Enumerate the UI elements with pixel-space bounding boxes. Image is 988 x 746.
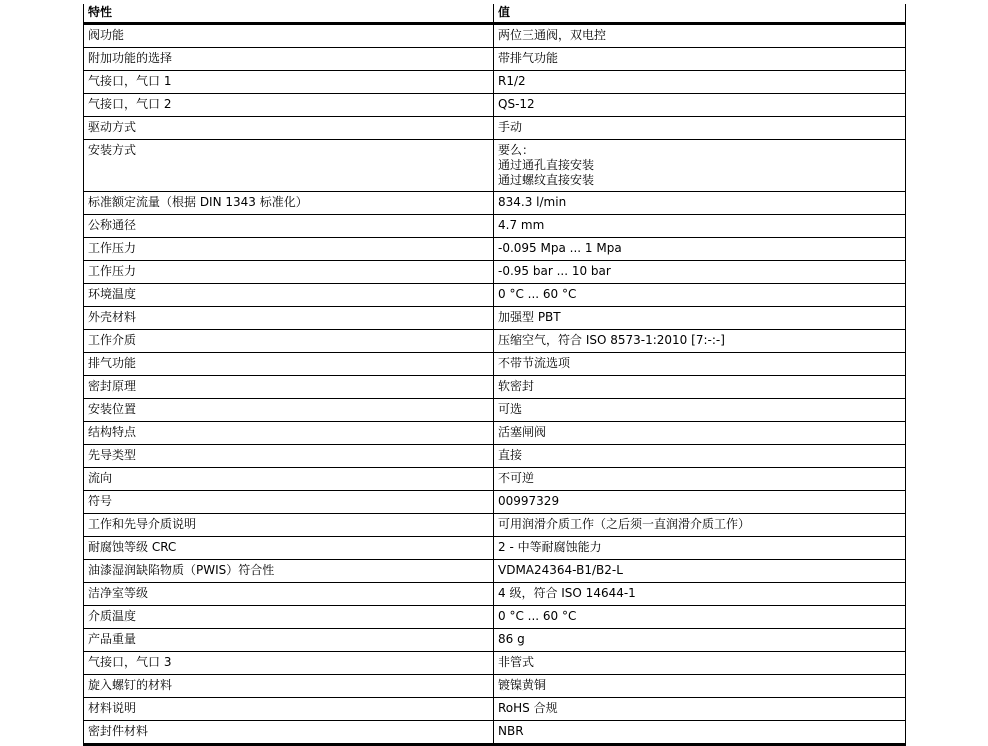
value-cell (494, 537, 906, 560)
value-line: 834.3 l/min (498, 195, 567, 209)
table-row (84, 629, 906, 652)
header-property: 特性 (84, 4, 494, 24)
value-cell (494, 94, 906, 117)
value-line: 不带节流选项 (498, 356, 571, 370)
table-row (84, 491, 906, 514)
value-cell (494, 215, 906, 238)
property-cell: 安装方式 (84, 140, 494, 192)
property-cell: 介质温度 (84, 606, 494, 629)
property-cell: 洁净室等级 (84, 583, 494, 606)
value-line: 可选 (498, 402, 523, 416)
spec-table (83, 4, 906, 746)
value-cell (494, 117, 906, 140)
property-cell: 附加功能的选择 (84, 48, 494, 71)
value-cell (494, 71, 906, 94)
table-row (84, 71, 906, 94)
property-cell: 气接口，气口 3 (84, 652, 494, 675)
property-cell: 符号 (84, 491, 494, 514)
table-row (84, 514, 906, 537)
table-row (84, 24, 906, 48)
property-cell: 阀功能 (84, 24, 494, 48)
table-row (84, 445, 906, 468)
property-cell: 工作和先导介质说明 (84, 514, 494, 537)
table-row (84, 238, 906, 261)
value-line: 86 g (498, 632, 525, 646)
table-row (84, 94, 906, 117)
table-row (84, 284, 906, 307)
property-cell: 驱动方式 (84, 117, 494, 140)
value-cell (494, 468, 906, 491)
value-line: -0.095 Mpa ... 1 Mpa (498, 241, 622, 255)
table-row (84, 117, 906, 140)
value-line: VDMA24364-B1/B2-L (498, 563, 623, 577)
property-cell: 油漆湿润缺陷物质（PWIS）符合性 (84, 560, 494, 583)
table-row (84, 399, 906, 422)
property-cell: 工作压力 (84, 261, 494, 284)
value-line: NBR (498, 724, 524, 738)
table-row (84, 376, 906, 399)
value-cell (494, 238, 906, 261)
table-row (84, 422, 906, 445)
table-row (84, 468, 906, 491)
table-row (84, 307, 906, 330)
value-cell (494, 675, 906, 698)
value-line: RoHS 合规 (498, 701, 558, 715)
value-cell (494, 514, 906, 537)
value-cell (494, 353, 906, 376)
value-cell (494, 652, 906, 675)
value-cell (494, 330, 906, 353)
value-cell (494, 606, 906, 629)
value-line: 软密封 (498, 379, 535, 393)
value-cell (494, 48, 906, 71)
header-row (84, 4, 906, 24)
table-header (84, 4, 906, 24)
property-cell: 排气功能 (84, 353, 494, 376)
property-cell: 密封件材料 (84, 721, 494, 745)
value-cell (494, 629, 906, 652)
table-row (84, 140, 906, 192)
value-line: 通过螺纹直接安装 (498, 173, 595, 187)
property-cell: 气接口，气口 1 (84, 71, 494, 94)
value-line: 带排气功能 (498, 51, 559, 65)
value-cell (494, 284, 906, 307)
property-cell: 公称通径 (84, 215, 494, 238)
table-row (84, 675, 906, 698)
value-line: 手动 (498, 120, 523, 134)
header-value: 值 (494, 4, 906, 24)
table-row (84, 606, 906, 629)
table-row (84, 698, 906, 721)
table-row (84, 192, 906, 215)
property-cell: 先导类型 (84, 445, 494, 468)
property-cell: 气接口，气口 2 (84, 94, 494, 117)
value-line: R1/2 (498, 74, 526, 88)
table-row (84, 330, 906, 353)
value-line: 非管式 (498, 655, 535, 669)
value-line: 通过通孔直接安装 (498, 158, 595, 172)
value-line: 要么： (498, 143, 535, 157)
value-cell (494, 560, 906, 583)
value-line: 活塞闸阀 (498, 425, 547, 439)
value-line: 可用润滑介质工作（之后须一直润滑介质工作） (498, 517, 751, 531)
value-cell (494, 307, 906, 330)
property-cell: 工作压力 (84, 238, 494, 261)
value-cell (494, 721, 906, 745)
value-line: 压缩空气，符合 ISO 8573-1:2010 [7:-:-] (498, 333, 725, 347)
value-line: 0 °C ... 60 °C (498, 287, 577, 301)
value-cell (494, 491, 906, 514)
value-cell (494, 24, 906, 48)
value-cell (494, 698, 906, 721)
property-cell: 耐腐蚀等级 CRC (84, 537, 494, 560)
value-cell (494, 376, 906, 399)
value-cell (494, 261, 906, 284)
value-line: 直接 (498, 448, 523, 462)
value-line: 2 - 中等耐腐蚀能力 (498, 540, 602, 554)
table-row (84, 721, 906, 745)
property-cell: 流向 (84, 468, 494, 491)
property-cell: 安装位置 (84, 399, 494, 422)
value-cell (494, 399, 906, 422)
value-line: 加强型 PBT (498, 310, 561, 324)
property-cell: 工作介质 (84, 330, 494, 353)
table-row (84, 652, 906, 675)
value-line: 不可逆 (498, 471, 535, 485)
value-cell (494, 140, 906, 192)
value-line: 4.7 mm (498, 218, 545, 232)
value-cell (494, 445, 906, 468)
value-line: 镀镍黄铜 (498, 678, 547, 692)
property-cell: 产品重量 (84, 629, 494, 652)
value-cell (494, 583, 906, 606)
value-cell (494, 422, 906, 445)
property-cell: 环境温度 (84, 284, 494, 307)
table-row (84, 560, 906, 583)
property-cell: 材料说明 (84, 698, 494, 721)
value-line: 00997329 (498, 494, 560, 508)
value-line: QS-12 (498, 97, 535, 111)
value-line: 0 °C ... 60 °C (498, 609, 577, 623)
table-row (84, 537, 906, 560)
property-cell: 外壳材料 (84, 307, 494, 330)
property-cell: 结构特点 (84, 422, 494, 445)
property-cell: 标准额定流量（根据 DIN 1343 标准化） (84, 192, 494, 215)
table-row (84, 215, 906, 238)
value-line: 两位三通阀，双电控 (498, 28, 607, 42)
table-row (84, 353, 906, 376)
property-cell: 旋入螺钉的材料 (84, 675, 494, 698)
table-body (84, 24, 906, 745)
property-cell: 密封原理 (84, 376, 494, 399)
value-line: -0.95 bar ... 10 bar (498, 264, 611, 278)
table-row (84, 48, 906, 71)
table-row (84, 583, 906, 606)
value-line: 4 级，符合 ISO 14644-1 (498, 586, 636, 600)
table-row (84, 261, 906, 284)
value-cell (494, 192, 906, 215)
